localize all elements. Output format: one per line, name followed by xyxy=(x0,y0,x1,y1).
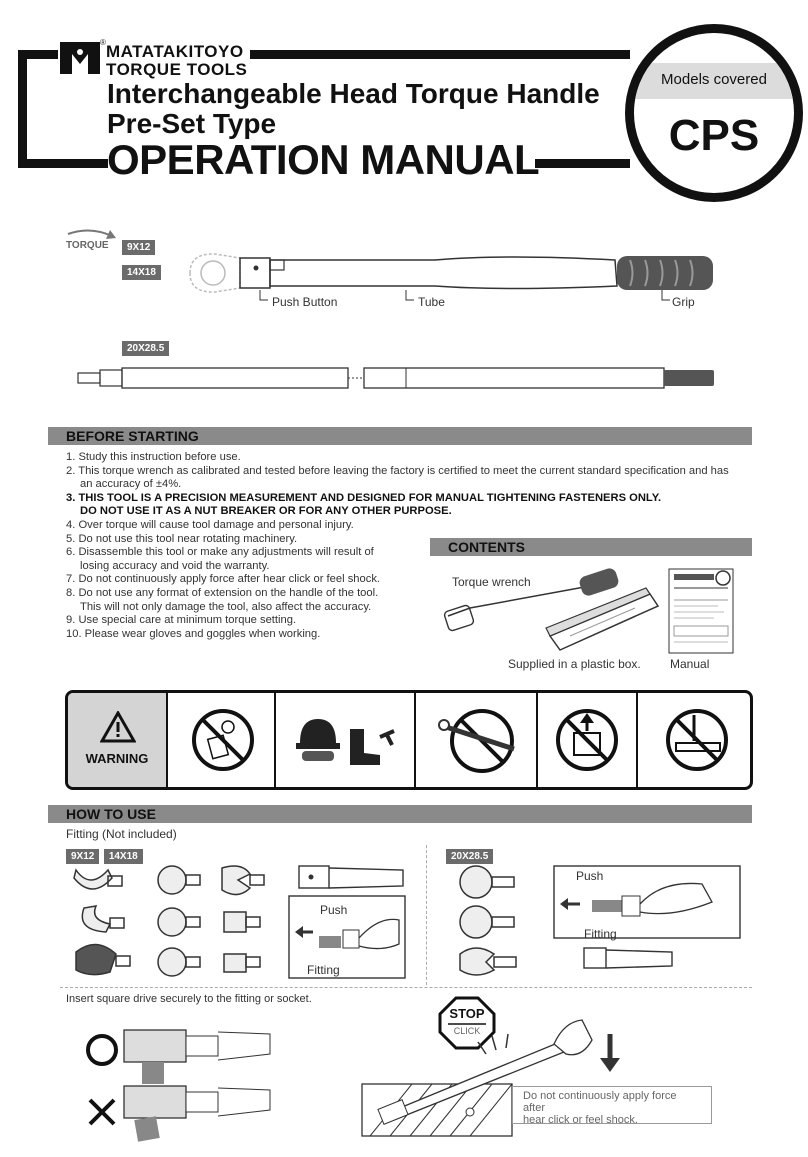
rule-item: 3. THIS TOOL IS A PRECISION MEASUREMENT AND DESIGNED FOR MANUAL TIGHTENING FASTENERS ONLY. xyxy=(66,491,662,504)
how-to-use-separator xyxy=(60,987,752,988)
fitting-label-right: Fitting xyxy=(584,927,617,941)
rule-item: 8. Do not use any format of extension on the handle of the tool. xyxy=(66,586,379,599)
brand-name: MATATAKITOYO xyxy=(106,42,244,61)
rule-item: losing accuracy and void the warranty. xyxy=(80,559,270,572)
size-tag-20x28-5: 20X28.5 xyxy=(122,341,169,356)
how-to-use-title: HOW TO USE xyxy=(66,806,156,822)
size-tag-20x28-5: 20X28.5 xyxy=(446,849,493,864)
size-tag-14x18: 14X18 xyxy=(104,849,143,864)
caution-callout xyxy=(512,1086,712,1124)
no-nut-breaker-icon xyxy=(554,707,620,773)
rule-item: 1. Study this instruction before use. xyxy=(66,451,241,463)
how-to-use-divider xyxy=(426,845,427,985)
size-tag-9x12: 9X12 xyxy=(122,240,155,255)
size-tag-14x18: 14X18 xyxy=(122,265,161,280)
contents-title: CONTENTS xyxy=(448,539,525,555)
warning-panel xyxy=(65,690,753,790)
warning-no-cheater-bar-cell xyxy=(416,693,538,787)
header-frame-top-left xyxy=(18,50,58,59)
warning-no-reading-skip-cell xyxy=(168,693,276,787)
product-title-line1: Interchangeable Head Torque Handle xyxy=(107,78,600,109)
brand-logo xyxy=(58,40,102,76)
contents-manual-label: Manual xyxy=(670,657,710,671)
fitting-label-left: Fitting xyxy=(307,963,340,977)
warning-no-bolt-breaking-cell xyxy=(538,693,638,787)
rule-item: 9. Use special care at minimum torque setting. xyxy=(66,614,297,627)
rule-item: an accuracy of ±4%. xyxy=(80,478,182,491)
torque-label: TORQUE xyxy=(66,240,109,251)
caution-line1: Do not continuously apply force after xyxy=(523,1090,677,1114)
rule-item: This will not only damage the tool, also affect the accuracy. xyxy=(80,600,372,613)
caution-line2: hear click or feel shock. xyxy=(523,1114,638,1126)
product-title-line2: Pre-Set Type xyxy=(107,108,277,139)
push-label-left: Push xyxy=(320,903,348,917)
rule-item: DO NOT USE IT AS A NUT BREAKER OR FOR ANY OTHER PURPOSE. xyxy=(80,505,452,518)
helmet-goggles-boots-icon xyxy=(294,711,398,771)
contents-wrench-and-box-illustration xyxy=(440,566,665,660)
size-tag-9x12: 9X12 xyxy=(66,849,99,864)
warning-no-hammering-cell xyxy=(638,693,753,787)
header-frame-left xyxy=(18,50,27,168)
rule-item: 7. Do not continuously apply force after hear click or feel shock. xyxy=(66,573,381,586)
callout-tube: Tube xyxy=(418,295,445,309)
callout-grip: Grip xyxy=(672,295,695,309)
models-label: Models covered xyxy=(661,71,767,88)
push-fitting-diagram-left xyxy=(285,860,407,982)
header-frame-bottom-right xyxy=(535,159,630,168)
no-extension-icon xyxy=(436,707,518,777)
rule-item: 2. This torque wrench as calibrated and tested before leaving the factory is certified to meet the current standard specification and has xyxy=(66,464,729,477)
header-frame-bottom-left xyxy=(18,159,108,168)
contents-box-label: Supplied in a plastic box. xyxy=(508,657,641,671)
contents-torque-wrench-label: Torque wrench xyxy=(452,575,531,589)
rule-item: 10. Please wear gloves and goggles when working. xyxy=(66,627,321,640)
warning-triangle-icon xyxy=(100,711,136,743)
how-to-use-header xyxy=(48,805,752,823)
callout-push-button: Push Button xyxy=(272,295,338,309)
contents-header xyxy=(430,538,752,556)
stop-label: STOP xyxy=(449,1006,485,1021)
correct-incorrect-insertion-diagram xyxy=(84,1014,274,1142)
fitting-note: Fitting (Not included) xyxy=(66,827,177,841)
fitting-heads-grid-left xyxy=(66,860,282,986)
manual-title: OPERATION MANUAL xyxy=(107,136,540,183)
push-label-right: Push xyxy=(576,869,604,883)
warning-label: WARNING xyxy=(85,751,149,766)
before-starting-header xyxy=(48,427,752,445)
warning-ppe-cell xyxy=(276,693,416,787)
rule-item: 6. Disassemble this tool or make any adjustments will result of xyxy=(66,546,374,559)
contents-manual-illustration xyxy=(668,568,734,654)
header-frame-top-right xyxy=(250,50,630,59)
registered-mark: ® xyxy=(100,38,106,47)
model-code: CPS xyxy=(668,111,760,160)
click-label: CLICK xyxy=(453,1026,481,1036)
long-torque-handle-illustration xyxy=(76,364,718,392)
insert-note: Insert square drive securely to the fitting or socket. xyxy=(66,993,312,1005)
brand-subtitle: TORQUE TOOLS xyxy=(106,60,248,79)
warning-cell xyxy=(68,693,168,787)
rule-item: 4. Over torque will cause tool damage and personal injury. xyxy=(66,518,354,531)
before-starting-title: BEFORE STARTING xyxy=(66,428,199,444)
rule-item: 5. Do not use this tool near rotating machinery. xyxy=(66,532,298,545)
models-badge xyxy=(625,24,803,202)
no-impact-icon xyxy=(664,707,730,773)
fitting-heads-grid-right xyxy=(452,862,552,984)
no-ignoring-manual-icon xyxy=(190,707,256,773)
